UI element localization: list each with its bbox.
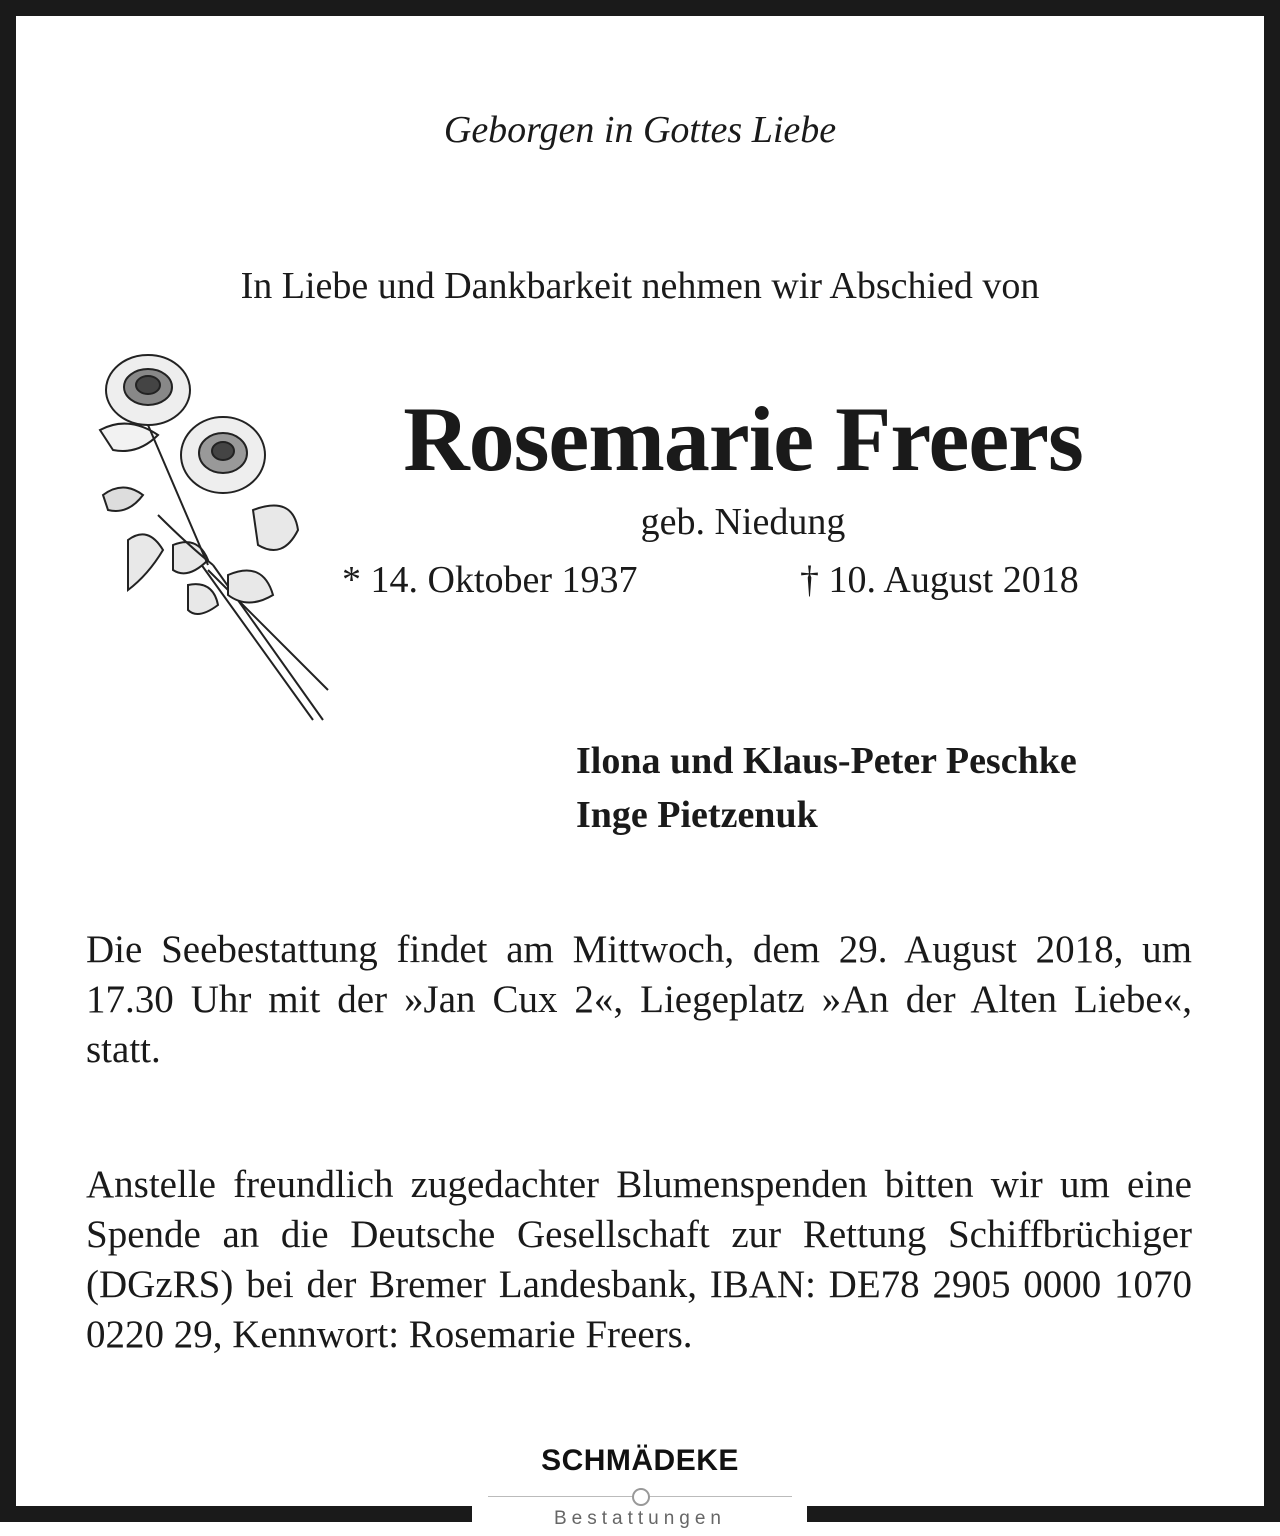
border-bottom-left (0, 1506, 472, 1522)
mourners (576, 734, 1077, 842)
death-date: † 10. August 2018 (800, 559, 1079, 601)
birth-date: * 14. Oktober 1937 (342, 559, 638, 601)
funeral-notice: Die Seebestattung findet am Mittwoch, dem 29. August 2018, um 17.30 Uhr mit der »Jan Cux 2«, Liegeplatz »An der Alten Liebe«, statt. (86, 928, 1192, 1071)
mourner: Inge Pietzenuk (576, 794, 818, 836)
funeral-home-logo (488, 1444, 792, 1530)
border-right (1264, 0, 1280, 1522)
border-left (0, 0, 16, 1522)
logo-ornament-icon (632, 1488, 650, 1506)
funeral-home-subtitle: Bestattungen (554, 1508, 726, 1529)
maiden-name: geb. Niedung (640, 501, 846, 543)
border-top (0, 0, 1280, 16)
roses-icon (88, 345, 338, 725)
funeral-home-name: SCHMÄDEKE (541, 1444, 739, 1477)
motto: Geborgen in Gottes Liebe (443, 109, 837, 151)
border-bottom-right (807, 1506, 1280, 1522)
mourner: Ilona und Klaus-Peter Peschke (576, 740, 1077, 782)
intro-line: In Liebe und Dankbarkeit nehmen wir Abschied von (240, 265, 1040, 307)
donation-notice: Anstelle freundlich zugedachter Blumenspenden bitten wir um eine Spende an die Deutsche Gesellschaft zur Rettung Schiffbrüchiger (DGzRS) bei der Bremer Landesbank, IBAN: DE78 2905 0000 1070 0220 29, Kennwort: Rosemarie Freers. (86, 1163, 1192, 1356)
deceased-name: Rosemarie Freers (403, 388, 1083, 490)
